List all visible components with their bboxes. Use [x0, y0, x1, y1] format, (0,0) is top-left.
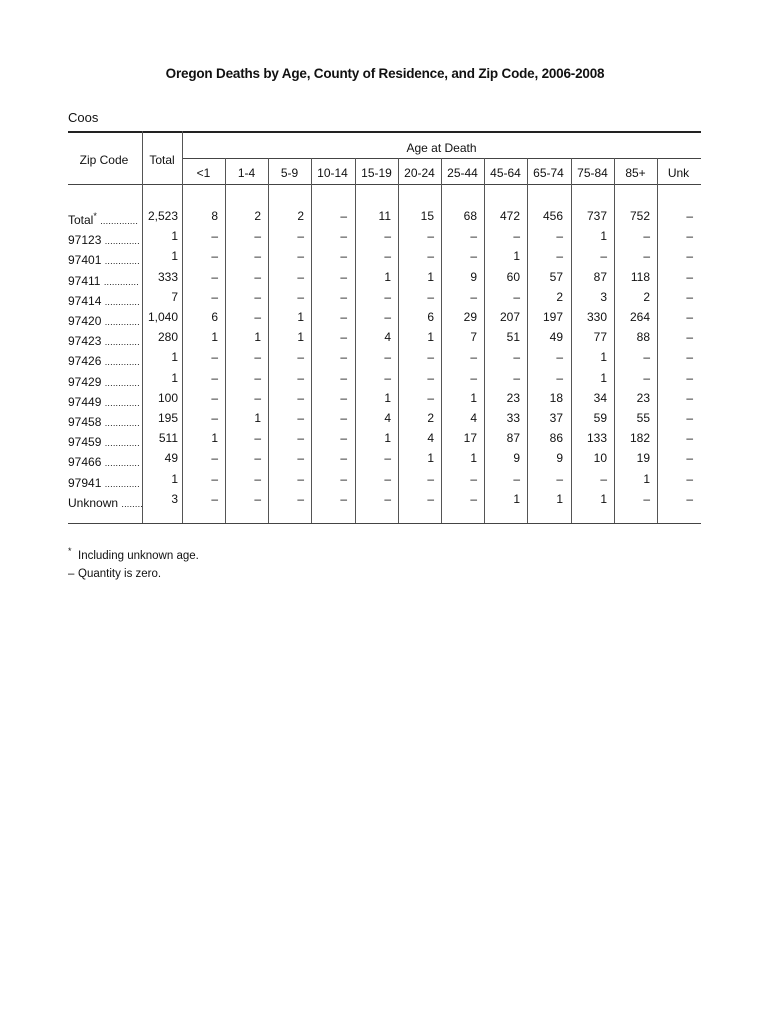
age-cell: –: [384, 471, 391, 486]
age-cell: –: [254, 370, 261, 385]
age-cell: 6: [211, 310, 218, 324]
age-cell: 1: [600, 229, 607, 244]
row-label: [68, 289, 140, 308]
age-cell: –: [211, 370, 218, 385]
age-cell: 1: [427, 330, 434, 345]
zip-code-label: 97466: [68, 455, 102, 470]
age-cell: –: [297, 269, 304, 284]
age-cell: –: [211, 269, 218, 284]
age-cell: 4: [384, 411, 391, 425]
zip-code-label: 97429: [68, 374, 102, 389]
leader-dots: .............: [104, 438, 140, 449]
age-cell: –: [600, 249, 607, 264]
age-cell: 4: [427, 431, 434, 446]
age-cell: –: [297, 370, 304, 385]
age-column-header: <1: [196, 166, 211, 180]
age-cell: 1: [600, 350, 607, 365]
age-cell: –: [211, 411, 218, 425]
age-cell: 88: [636, 330, 650, 345]
leader-dots: ........: [121, 498, 143, 509]
age-cell: 1: [297, 330, 304, 345]
age-cell: –: [643, 491, 650, 506]
age-cell: 86: [549, 431, 563, 446]
age-cell: 9: [556, 451, 563, 466]
age-cell: –: [254, 289, 261, 304]
age-cell: –: [384, 229, 391, 244]
zip-code-label: 97459: [68, 435, 102, 450]
row-label: [68, 329, 140, 349]
age-cell: 1: [600, 370, 607, 385]
row-label: [68, 430, 140, 450]
age-cell: –: [427, 249, 434, 264]
age-cell: –: [254, 350, 261, 365]
age-cell: 4: [384, 330, 391, 345]
age-cell: –: [384, 451, 391, 466]
age-cell: –: [470, 350, 477, 365]
age-cell: 87: [506, 431, 520, 446]
row-label: [68, 269, 139, 288]
age-cell: 264: [629, 310, 650, 324]
age-cell: –: [254, 249, 261, 264]
leader-dots: .............: [104, 337, 140, 348]
age-cell: –: [384, 289, 391, 304]
age-cell: 330: [586, 310, 607, 324]
age-cell: 34: [593, 390, 607, 405]
age-cell: –: [340, 370, 347, 385]
total-cell: 511: [158, 431, 178, 446]
age-cell: 7: [470, 330, 477, 345]
total-cell: 100: [157, 390, 178, 405]
age-column-header: 75-84: [577, 166, 608, 180]
age-column-header: 20-24: [404, 166, 435, 180]
age-cell: 752: [629, 209, 650, 223]
age-cell: 4: [470, 411, 477, 425]
age-cell: 29: [463, 310, 477, 324]
age-cell: –: [254, 491, 261, 506]
age-cell: 57: [549, 269, 563, 284]
total-cell: 1: [171, 350, 178, 365]
total-cell: 7: [171, 289, 178, 304]
leader-dots: .............: [104, 296, 140, 307]
total-cell: 1,040: [147, 310, 178, 324]
age-cell: –: [470, 370, 477, 385]
age-cell: –: [297, 249, 304, 264]
age-cell: 17: [463, 431, 477, 446]
age-cell: 33: [506, 411, 520, 425]
age-cell: 1: [470, 451, 477, 466]
zip-code-label: 97401: [68, 253, 102, 268]
row-label: [68, 471, 140, 490]
age-cell: –: [686, 269, 693, 284]
age-cell: –: [211, 471, 218, 486]
leader-dots: .............: [104, 256, 140, 267]
footnote-unknown-age: [68, 546, 199, 562]
age-cell: –: [686, 350, 693, 365]
age-cell: 1: [254, 330, 261, 345]
age-cell: 19: [636, 451, 650, 466]
age-cell: –: [427, 350, 434, 365]
total-cell: 3: [171, 491, 178, 506]
age-cell: –: [297, 411, 304, 425]
row-label: [68, 410, 140, 429]
age-cell: –: [556, 350, 563, 365]
age-cell: –: [686, 209, 693, 223]
age-cell: –: [384, 350, 391, 365]
age-cell: –: [211, 390, 218, 405]
age-cell: –: [384, 310, 391, 324]
total-cell: 333: [157, 269, 178, 284]
age-cell: –: [556, 370, 563, 385]
age-cell: 59: [593, 411, 607, 425]
age-cell: –: [513, 289, 520, 304]
row-label: [68, 309, 140, 328]
age-cell: –: [254, 310, 261, 324]
age-cell: 10: [593, 451, 607, 466]
age-cell: –: [384, 370, 391, 385]
footnote-symbol: *: [68, 546, 72, 556]
age-cell: –: [340, 451, 347, 466]
age-cell: 2: [254, 209, 261, 223]
age-cell: –: [211, 289, 218, 304]
age-cell: 197: [542, 310, 563, 324]
age-column-header: 15-19: [361, 166, 392, 180]
age-cell: 1: [297, 310, 304, 324]
age-cell: –: [384, 249, 391, 264]
leader-dots: .............: [104, 397, 140, 408]
age-cell: –: [643, 350, 650, 365]
age-cell: 37: [549, 411, 563, 425]
age-cell: –: [427, 370, 434, 385]
age-cell: –: [340, 491, 347, 506]
footnote-zero: [68, 568, 162, 580]
zip-code-label: 97411: [68, 273, 101, 288]
total-cell: 1: [171, 471, 178, 486]
age-cell: 18: [549, 390, 563, 405]
age-cell: –: [297, 289, 304, 304]
row-label: [68, 390, 140, 409]
age-cell: –: [600, 471, 607, 486]
leader-dots: .............: [104, 418, 140, 428]
age-cell: 472: [499, 209, 520, 223]
age-cell: –: [297, 491, 304, 506]
zip-code-label: 97423: [68, 334, 102, 349]
row-label: [68, 208, 139, 227]
age-cell: 23: [636, 390, 650, 405]
age-cell: 1: [427, 451, 434, 466]
age-cell: –: [340, 269, 347, 284]
age-cell: –: [340, 310, 347, 324]
age-cell: –: [254, 471, 261, 486]
age-cell: 207: [499, 310, 520, 324]
age-cell: –: [686, 471, 693, 486]
age-cell: –: [340, 390, 347, 405]
county-name: Coos: [68, 110, 99, 125]
leader-dots: .............: [104, 357, 140, 368]
row-label: [68, 491, 143, 510]
age-cell: 1: [384, 431, 391, 446]
age-cell: –: [297, 229, 304, 244]
age-cell: –: [643, 249, 650, 264]
row-label: [68, 450, 140, 470]
age-cell: 2: [427, 411, 434, 425]
age-cell: –: [340, 249, 347, 264]
age-cell: 87: [593, 269, 607, 284]
zip-code-label: 97426: [68, 354, 102, 369]
age-cell: –: [211, 229, 218, 244]
age-cell: 8: [211, 209, 218, 223]
zip-code-label: 97941: [68, 475, 102, 490]
footnote-mark: *: [93, 211, 97, 221]
age-cell: –: [556, 249, 563, 264]
age-cell: 55: [636, 411, 650, 425]
age-cell: –: [254, 269, 261, 284]
age-cell: –: [686, 451, 693, 466]
age-cell: –: [211, 350, 218, 365]
row-label: [68, 228, 140, 248]
age-cell: –: [470, 471, 477, 486]
age-cell: –: [556, 229, 563, 244]
total-cell: 1: [171, 370, 178, 385]
age-cell: –: [297, 471, 304, 486]
age-cell: 2: [643, 289, 650, 304]
age-cell: –: [254, 451, 261, 466]
age-cell: –: [470, 249, 477, 264]
zip-code-label: 97449: [68, 394, 102, 409]
age-cell: 77: [593, 330, 607, 345]
total-cell: 1: [171, 249, 178, 264]
age-cell: –: [513, 229, 520, 244]
zip-code-label: 97458: [68, 415, 102, 429]
age-column-header: 1-4: [237, 166, 256, 180]
age-cell: –: [340, 350, 347, 365]
age-cell: –: [686, 491, 693, 506]
header-bottom-rule: [68, 184, 701, 185]
age-cell: –: [254, 390, 261, 405]
age-cell: 456: [542, 209, 563, 223]
age-cell: –: [297, 350, 304, 365]
age-cell: –: [686, 370, 693, 385]
age-cell: –: [211, 491, 218, 506]
age-cell: –: [470, 229, 477, 244]
age-cell: 737: [586, 209, 607, 223]
age-cell: –: [427, 229, 434, 244]
leader-dots: .............: [104, 458, 140, 469]
age-cell: 118: [630, 269, 650, 284]
age-cell: –: [686, 390, 693, 405]
age-cell: 9: [470, 269, 477, 284]
age-cell: –: [384, 491, 391, 506]
total-header: Total: [149, 153, 175, 167]
age-cell: –: [340, 411, 347, 425]
age-cell: 182: [629, 431, 650, 446]
age-cell: –: [513, 471, 520, 486]
age-cell: 60: [506, 269, 520, 284]
leader-dots: .............: [104, 317, 140, 327]
age-cell: –: [340, 330, 347, 345]
age-cell: –: [340, 289, 347, 304]
age-cell: –: [686, 289, 693, 304]
age-cell: 1: [513, 249, 520, 264]
age-cell: –: [686, 411, 693, 425]
table-bottom-rule: [68, 523, 701, 524]
age-cell: –: [427, 289, 434, 304]
footnote-text: Quantity is zero.: [78, 568, 162, 580]
age-cell: –: [427, 390, 434, 405]
age-cell: 1: [384, 390, 391, 405]
age-column-header: 25-44: [447, 166, 478, 180]
age-cell: –: [427, 491, 434, 506]
age-cell: 2: [297, 209, 304, 223]
zip-code-label: Total: [68, 213, 94, 227]
zip-code-label: Unknown: [68, 495, 119, 510]
leader-dots: .............: [103, 276, 139, 287]
age-cell: 1: [470, 390, 477, 405]
age-cell: 1: [427, 269, 434, 284]
age-cell: –: [340, 471, 347, 486]
footnote-symbol: –: [68, 568, 75, 580]
page-title: Oregon Deaths by Age, County of Residence, and Zip Code, 2006-2008: [165, 66, 605, 81]
age-cell: –: [297, 390, 304, 405]
table-top-rule: [68, 131, 701, 133]
age-at-death-header: Age at Death: [406, 141, 477, 155]
age-cell: 11: [378, 209, 391, 223]
zip-code-header: Zip Code: [79, 153, 129, 167]
footnote-text: Including unknown age.: [78, 550, 199, 562]
total-cell: 2,523: [147, 209, 178, 223]
age-cell: –: [643, 229, 650, 244]
age-cell: –: [513, 370, 520, 385]
age-cell: 6: [427, 310, 434, 324]
zip-code-label: 97123: [68, 233, 102, 248]
row-label: [68, 349, 140, 369]
age-column-header: 85+: [625, 166, 646, 180]
age-cell: –: [340, 209, 347, 223]
age-cell: 1: [513, 491, 520, 506]
age-cell: 133: [586, 431, 607, 446]
total-cell: 195: [157, 411, 178, 425]
age-cell: 1: [643, 471, 650, 486]
total-cell: 49: [164, 451, 178, 466]
age-cell: –: [686, 229, 693, 244]
total-cell: 280: [157, 330, 178, 345]
age-cell: –: [513, 350, 520, 365]
age-cell: –: [254, 431, 261, 446]
age-cell: 15: [420, 209, 434, 223]
age-column-header: 65-74: [533, 166, 564, 180]
row-label: [68, 248, 140, 268]
age-cell: 23: [506, 390, 520, 405]
age-cell: –: [686, 330, 693, 345]
age-cell: 9: [513, 451, 520, 466]
age-cell: –: [254, 229, 261, 244]
zip-code-label: 97414: [68, 293, 102, 308]
age-cell: –: [297, 451, 304, 466]
leader-dots: ..............: [100, 216, 139, 226]
age-cell: –: [470, 491, 477, 506]
leader-dots: .............: [104, 377, 140, 388]
age-cell: –: [556, 471, 563, 486]
age-cell: 2: [556, 289, 563, 304]
row-label: [68, 370, 140, 389]
age-cell: –: [211, 249, 218, 264]
age-cell: –: [211, 451, 218, 466]
age-cell: 1: [600, 491, 607, 506]
age-cell: –: [643, 370, 650, 385]
total-cell: 1: [171, 229, 178, 244]
age-cell: –: [470, 289, 477, 304]
age-cell: 68: [463, 209, 477, 223]
age-cell: –: [686, 249, 693, 264]
leader-dots: .............: [104, 478, 140, 489]
age-cell: –: [340, 431, 347, 446]
age-cell: 3: [600, 289, 607, 304]
age-cell: –: [297, 431, 304, 446]
age-column-header: 45-64: [490, 166, 521, 180]
age-cell: –: [686, 431, 693, 446]
age-cell: 1: [211, 330, 218, 345]
age-cell: 49: [549, 330, 563, 345]
age-cell: 1: [254, 411, 261, 425]
age-cell: 1: [556, 491, 563, 506]
age-column-header: Unk: [667, 166, 690, 180]
age-cell: –: [427, 471, 434, 486]
age-cell: –: [686, 310, 693, 324]
age-cell: 1: [384, 269, 391, 284]
age-cell: 51: [506, 330, 520, 345]
leader-dots: .............: [104, 236, 140, 247]
age-column-header: 5-9: [280, 166, 299, 180]
age-cell: –: [340, 229, 347, 244]
age-column-header: 10-14: [317, 166, 348, 180]
age-cell: 1: [211, 431, 218, 446]
zip-code-label: 97420: [68, 314, 102, 328]
